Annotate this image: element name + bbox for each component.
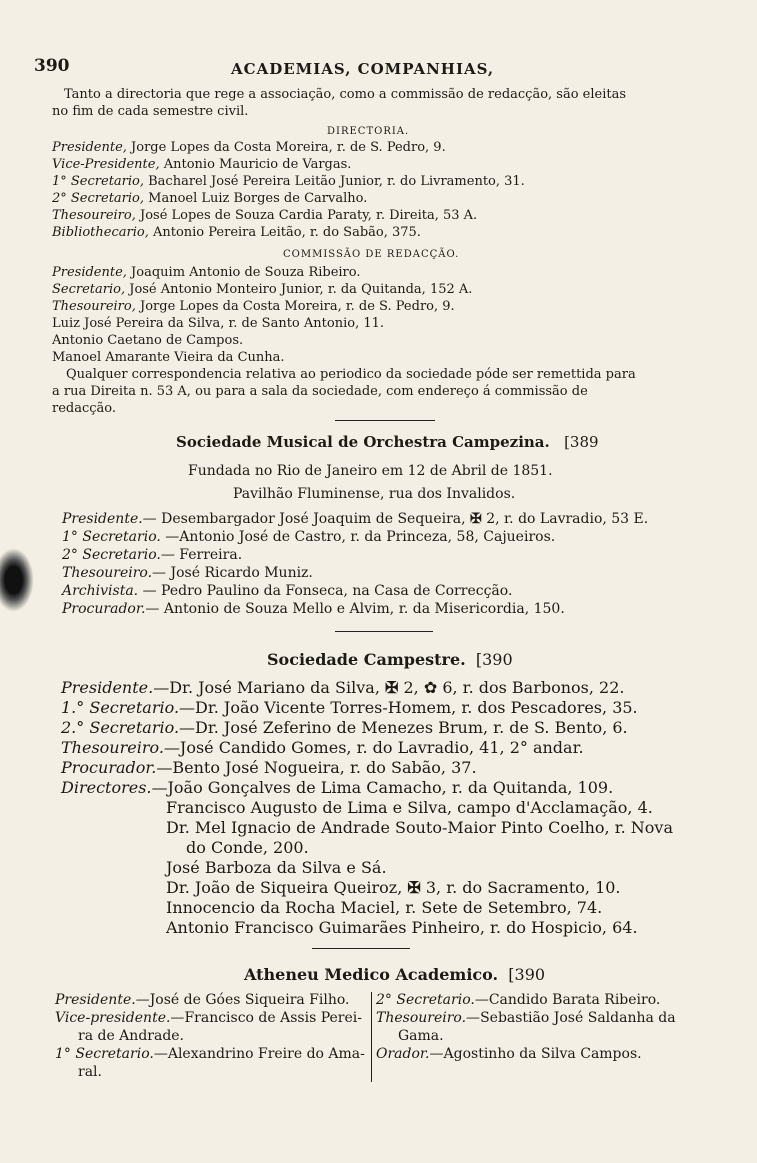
- member-entry: 1° Secretario. —Antonio José de Castro, r. da Princeza, 58, Cajueiros.: [62, 529, 556, 545]
- atheneu-right-entry: Gama.: [398, 1028, 444, 1044]
- member-entry: Procurador.— Antonio de Souza Mello e Alvim, r. da Misericordia, 150.: [62, 601, 565, 617]
- commissao-entry: Secretario, José Antonio Monteiro Junior, r. da Quitanda, 152 A.: [52, 282, 473, 297]
- directoria-entry: Presidente, Jorge Lopes da Costa Moreira, r. de S. Pedro, 9.: [52, 140, 446, 155]
- director-entry: Dr. João de Siqueira Queiroz, ✠ 3, r. do Sacramento, 10.: [166, 878, 621, 897]
- founded-line: Fundada no Rio de Janeiro em 12 de Abril de 1851.: [188, 463, 553, 479]
- directoria-entry: Vice-Presidente, Antonio Mauricio de Vargas.: [52, 157, 352, 172]
- directoria-entry: 2° Secretario, Manoel Luiz Borges de Carvalho.: [52, 191, 368, 206]
- atheneu-right-entry: Orador.—Agostinho da Silva Campos.: [376, 1046, 642, 1062]
- intro-line-1: Tanto a directoria que rege a associação, como a commissão de redacção, são eleitas: [64, 87, 627, 102]
- note-line: a rua Direita n. 53 A, ou para a sala da sociedade, com endereço á commissão de: [52, 384, 588, 399]
- atheneu-left-entry: 1° Secretario.—Alexandrino Freire do Ama-: [55, 1046, 365, 1062]
- rose-icon: ✿: [423, 678, 438, 697]
- atheneu-left-entry: ral.: [78, 1064, 102, 1080]
- column-divider: [371, 992, 372, 1082]
- note-line: Qualquer correspondencia relativa ao periodico da sociedade póde ser remettida para: [66, 367, 636, 382]
- director-entry: Francisco Augusto de Lima e Silva, campo d'Acclamação, 4.: [166, 798, 653, 817]
- director-entry: do Conde, 200.: [186, 838, 309, 857]
- intro-line-2: no fim de cada semestre civil.: [52, 104, 249, 119]
- commissao-entry: Antonio Caetano de Campos.: [52, 333, 244, 348]
- directoria-entry: Thesoureiro, José Lopes de Souza Cardia Paraty, r. Direita, 53 A.: [52, 208, 478, 223]
- page-number: 390: [34, 56, 70, 76]
- commissao-entry: Presidente, Joaquim Antonio de Souza Ribeiro.: [52, 265, 361, 280]
- directoria-heading: DIRECTORIA.: [327, 126, 410, 137]
- director-entry: José Barboza da Silva e Sá.: [166, 858, 387, 877]
- running-header: ACADEMIAS, COMPANHIAS,: [231, 60, 495, 78]
- section-divider: [312, 948, 410, 949]
- director-entry: Antonio Francisco Guimarães Pinheiro, r. do Hospicio, 64.: [166, 918, 638, 937]
- cross-icon: ✠: [407, 878, 421, 897]
- member-entry: 2° Secretario.— Ferreira.: [62, 547, 243, 563]
- member-entry: Archivista. — Pedro Paulino da Fonseca, na Casa de Correcção.: [62, 583, 513, 599]
- atheneu-right-entry: Thesoureiro.—Sebastião José Saldanha da: [376, 1010, 676, 1026]
- member-entry: 2.° Secretario.—Dr. José Zeferino de Menezes Brum, r. de S. Bento, 6.: [61, 718, 628, 737]
- section-title-campestre: Sociedade Campestre. [390: [267, 650, 513, 669]
- atheneu-right-entry: 2° Secretario.—Candido Barata Ribeiro.: [376, 992, 661, 1008]
- member-entry: Thesoureiro.— José Ricardo Muniz.: [62, 565, 313, 581]
- directoria-entry: 1° Secretario, Bacharel José Pereira Leitão Junior, r. do Livramento, 31.: [52, 174, 525, 189]
- atheneu-left-entry: ra de Andrade.: [78, 1028, 185, 1044]
- commissao-entry: Manoel Amarante Vieira da Cunha.: [52, 350, 285, 365]
- member-entry: 1.° Secretario.—Dr. João Vicente Torres-Homem, r. dos Pescadores, 35.: [61, 698, 638, 717]
- section-divider: [335, 631, 433, 632]
- member-entry: Directores.—João Gonçalves de Lima Camacho, r. da Quitanda, 109.: [61, 778, 614, 797]
- section-title-orchestra: Sociedade Musical de Orchestra Campezina. [389: [176, 433, 599, 451]
- atheneu-left-entry: Vice-presidente.—Francisco de Assis Perei-: [55, 1010, 362, 1026]
- section-title-atheneu: Atheneu Medico Academico. [390: [244, 965, 546, 984]
- commissao-entry: Luiz José Pereira da Silva, r. de Santo Antonio, 11.: [52, 316, 385, 331]
- member-entry: Presidente.—Dr. José Mariano da Silva, ✠ 2, ✿ 6, r. dos Barbonos, 22.: [61, 678, 625, 697]
- member-entry: Thesoureiro.—José Candido Gomes, r. do Lavradio, 41, 2° andar.: [61, 738, 584, 757]
- commissao-entry: Thesoureiro, Jorge Lopes da Costa Moreira, r. de S. Pedro, 9.: [52, 299, 455, 314]
- director-entry: Dr. Mel Ignacio de Andrade Souto-Maior Pinto Coelho, r. Nova: [166, 818, 673, 837]
- member-entry: Procurador.—Bento José Nogueira, r. do Sabão, 37.: [61, 758, 477, 777]
- venue-line: Pavilhão Fluminense, rua dos Invalidos.: [233, 486, 516, 502]
- member-entry: Presidente.— Desembargador José Joaquim de Sequeira, ✠ 2, r. do Lavradio, 53 E.: [62, 511, 649, 527]
- atheneu-left-entry: Presidente.—José de Góes Siqueira Filho.: [55, 992, 350, 1008]
- commissao-heading: COMMISSÃO DE REDACÇÃO.: [283, 249, 460, 260]
- section-divider: [335, 420, 435, 421]
- note-line: redacção.: [52, 401, 117, 416]
- cross-icon: ✠: [384, 678, 399, 697]
- ink-blot: [0, 548, 34, 612]
- directoria-entry: Bibliothecario, Antonio Pereira Leitão, r. do Sabão, 375.: [52, 225, 421, 240]
- director-entry: Innocencio da Rocha Maciel, r. Sete de Setembro, 74.: [166, 898, 603, 917]
- cross-icon: ✠: [470, 511, 482, 527]
